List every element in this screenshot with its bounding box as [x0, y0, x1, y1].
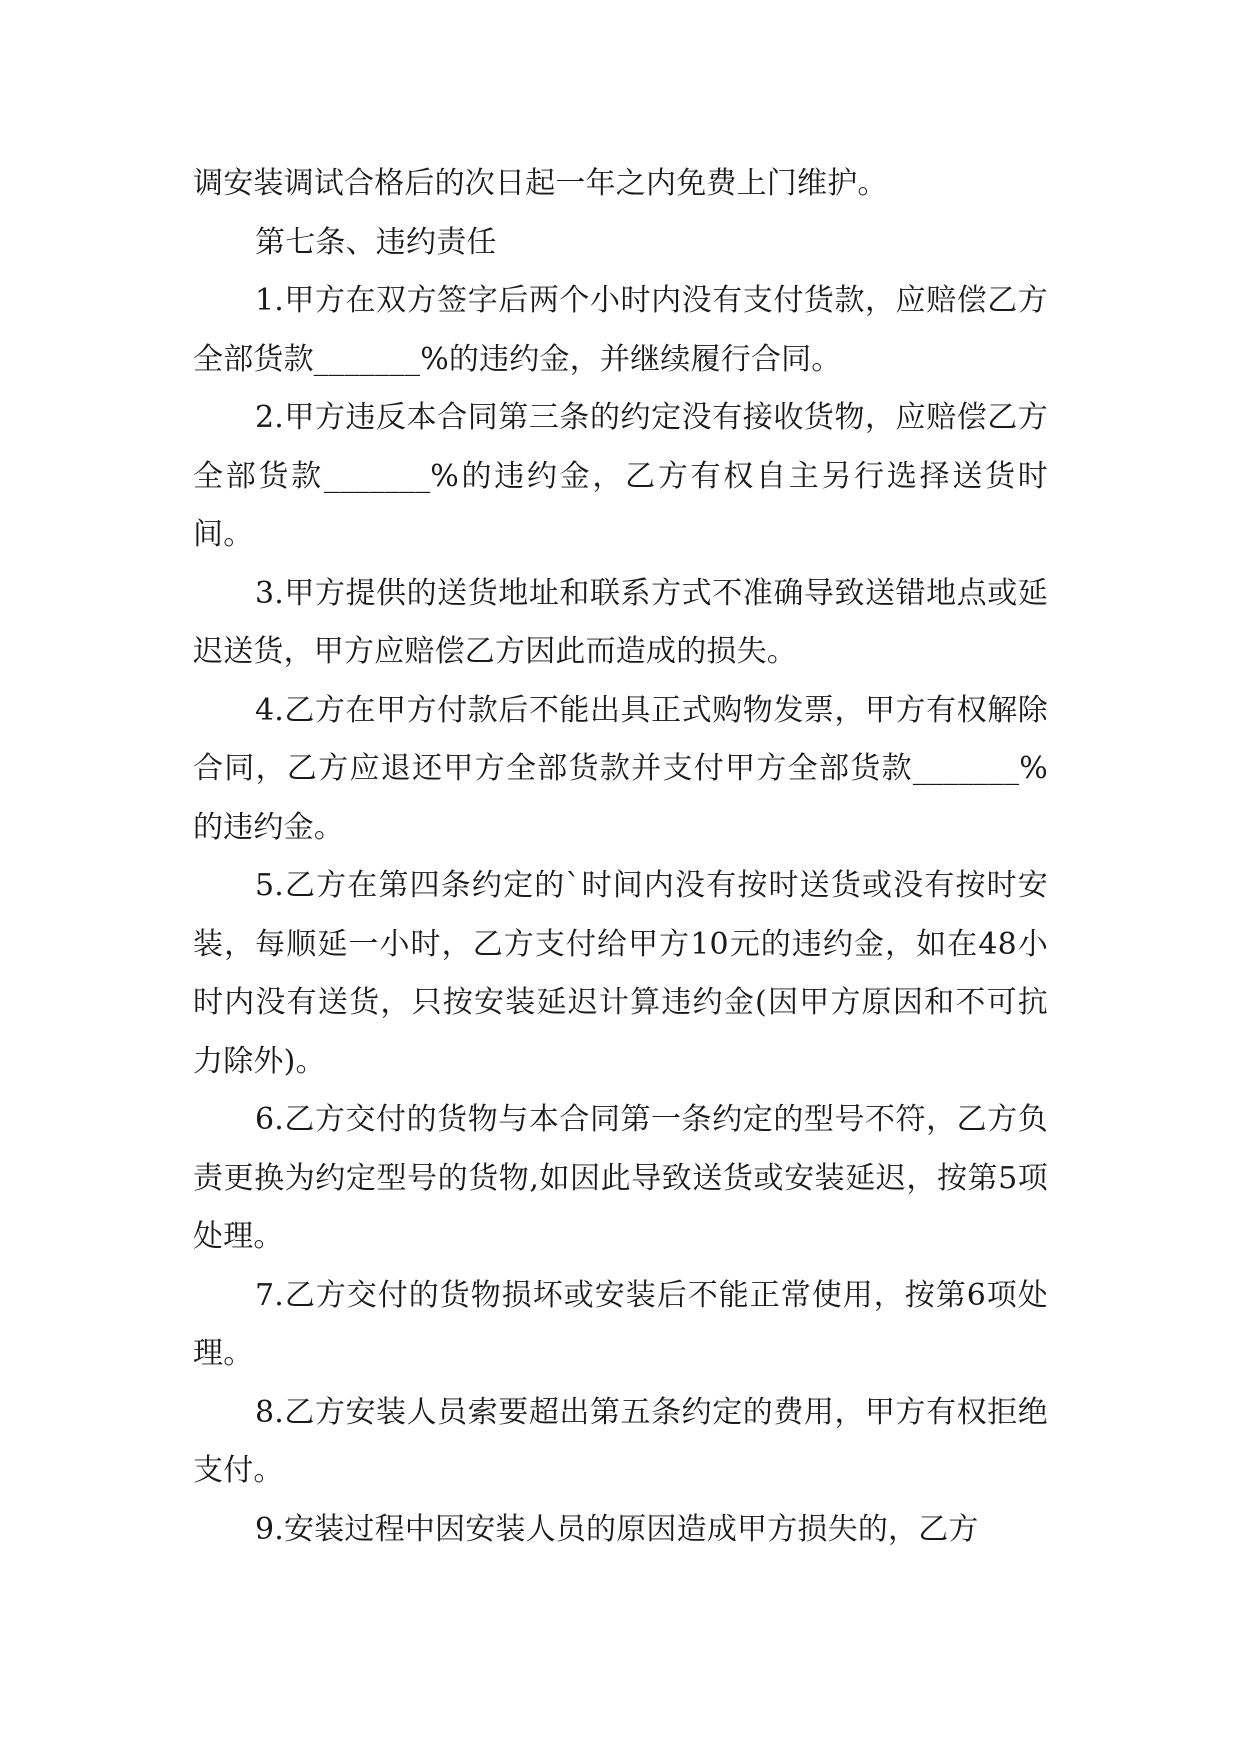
clause-7: 7.乙方交付的货物损坏或安装后不能正常使用，按第6项处理。: [193, 1277, 1048, 1371]
document-body: [193, 155, 1048, 1559]
clause-3: 3.甲方提供的送货地址和联系方式不准确导致送错地点或延迟送货，甲方应赔偿乙方因此而造成的损失。: [193, 575, 1048, 669]
clause-9: 9.安装过程中因安装人员的原因造成甲方损失的，乙方: [255, 1511, 979, 1547]
clause-4: 4.乙方在甲方付款后不能出具正式购物发票，甲方有权解除合同，乙方应退还甲方全部货款并支付甲方全部货款_______%的违约金。: [193, 692, 1048, 845]
paragraph-continued-maintenance: 调安装调试合格后的次日起一年之内免费上门维护。: [193, 166, 888, 201]
section-heading-breach-liability: 第七条、违约责任: [255, 224, 497, 260]
clause-1: 1.甲方在双方签字后两个小时内没有支付货款，应赔偿乙方全部货款_______%的违约金，并继续履行合同。: [193, 283, 1048, 377]
clause-6: 6.乙方交付的货物与本合同第一条约定的型号不符，乙方负责更换为约定型号的货物,如因此导致送货或安装延迟，按第5项处理。: [193, 1102, 1048, 1254]
clause-2: 2.甲方违反本合同第三条的约定没有接收货物，应赔偿乙方全部货款_______%的违约金，乙方有权自主另行选择送货时间。: [193, 400, 1048, 552]
clause-5: 5.乙方在第四条约定的`时间内没有按时送货或没有按时安装，每顺延一小时，乙方支付给甲方10元的违约金，如在48小时内没有送货，只按安装延迟计算违约金(因甲方原因和不可抗力除外)。: [193, 868, 1048, 1079]
clause-8: 8.乙方安装人员索要超出第五条约定的费用，甲方有权拒绝支付。: [193, 1394, 1048, 1488]
